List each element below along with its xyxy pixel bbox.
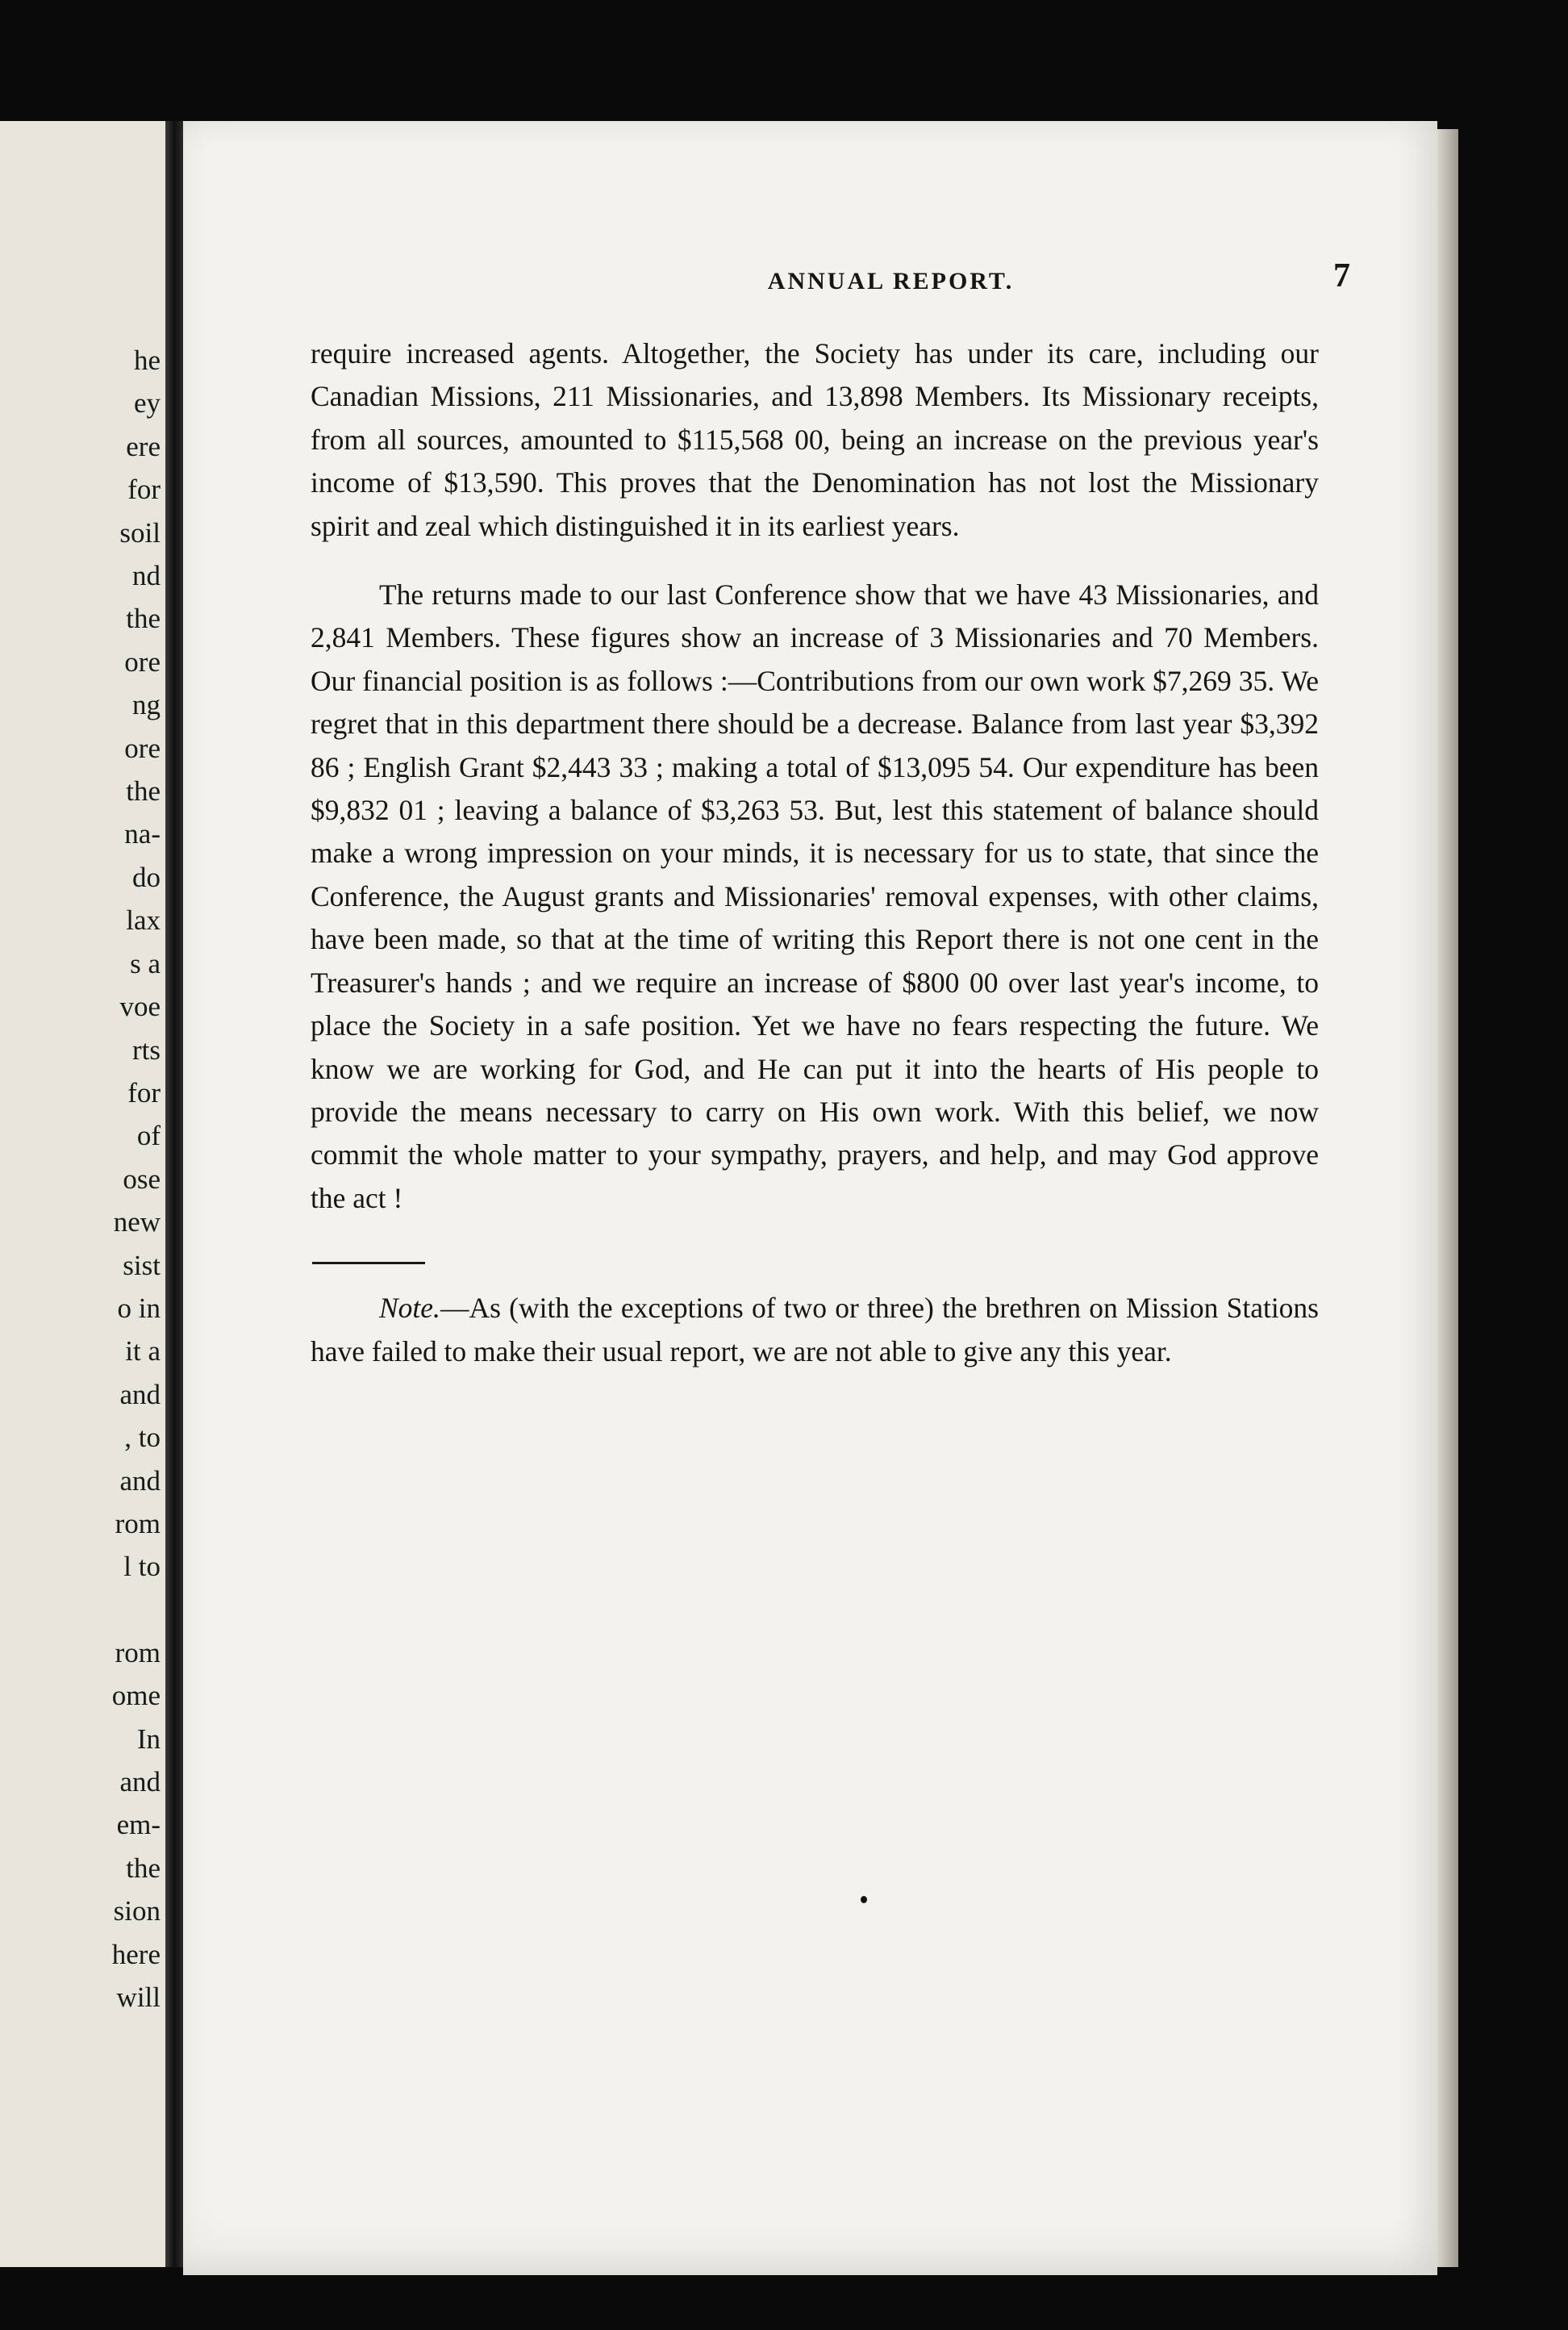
- facing-page-fragment: nd: [132, 560, 161, 592]
- facing-page-fragment: the: [126, 1852, 161, 1884]
- print-speck: [861, 1896, 867, 1903]
- body-text: [311, 332, 1319, 1373]
- facing-page-fragment: it a: [125, 1335, 161, 1368]
- facing-page-fragment: ng: [132, 689, 161, 721]
- facing-page-left: [0, 121, 165, 2267]
- facing-page-fragment: and: [119, 1464, 161, 1497]
- facing-page-fragment: l to: [123, 1551, 161, 1583]
- facing-page-fragment: and: [119, 1766, 161, 1798]
- section-rule: [312, 1262, 425, 1264]
- page-number: 7: [1333, 257, 1350, 294]
- facing-page-fragment: sion: [113, 1895, 161, 1927]
- paragraph-conference-returns: The returns made to our last Conference show that we have 43 Missionaries, and 2,841 Members. These figures show an increase of 3 Missionaries and 70 Members. Our financial position is as follows :—Contributions from our own work $7,269 35. We regret that in this department there should be a decrease. Balance from last year $3,392 86 ; English Grant $2,443 33 ; making a total of $13,095 54. Our expenditure has been $9,832 01 ; leaving a balance of $3,263 53. But, lest this statement of balance should make a wrong impression on your minds, it is necessary for us to state, that since the Conference, the August grants and Missionaries' removal expenses, with other claims, have been made, so that at the time of writing this Report there is not one cent in the Treasurer's hands ; and we require an increase of $800 00 over last year's income, to place the Society in a safe position. Yet we have no fears respecting the future. We know we are working for God, and He can put it into the hearts of His people to provide the means necessary to carry on His own work. With this belief, we now commit the whole matter to your sympathy, prayers, and help, and may God approve the act !: [311, 578, 1319, 1214]
- facing-page-fragment: soil: [119, 516, 161, 549]
- facing-page-fragment: he: [133, 344, 161, 376]
- facing-page-fragment: here: [111, 1938, 161, 1970]
- note-label: Note.: [379, 1292, 440, 1325]
- running-head: ANNUAL REPORT.: [767, 268, 1015, 294]
- facing-page-fragment: the: [126, 603, 161, 635]
- facing-page-fragment: will: [116, 1981, 161, 2014]
- facing-page-fragment: ore: [124, 732, 161, 764]
- facing-page-fragment: rom: [115, 1636, 161, 1668]
- facing-page-fragment: of: [136, 1120, 161, 1152]
- book-gutter: [165, 121, 183, 2267]
- facing-page-fragment: rom: [115, 1507, 161, 1539]
- facing-page-fragment: na-: [124, 818, 161, 850]
- facing-page-fragment: new: [113, 1206, 161, 1238]
- report-page: [183, 121, 1437, 2275]
- facing-page-fragment: do: [132, 861, 161, 893]
- facing-page-fragment: for: [127, 474, 161, 506]
- facing-page-fragment: lax: [126, 904, 161, 937]
- facing-page-fragment: ey: [133, 387, 161, 420]
- facing-page-fragment: for: [127, 1076, 161, 1109]
- facing-page-fragment: In: [136, 1722, 161, 1755]
- facing-page-fragment: ere: [126, 430, 161, 462]
- facing-page-fragment: o in: [117, 1292, 161, 1324]
- facing-page-fragment: ose: [123, 1163, 161, 1195]
- facing-page-fragment: sist: [123, 1249, 161, 1281]
- facing-page-fragment: ore: [124, 645, 161, 678]
- facing-page-fragment: the: [126, 775, 161, 808]
- facing-page-fragment: em-: [116, 1809, 161, 1841]
- note-text: —As (with the exceptions of two or three) the brethren on Mission Stations have failed to make their usual report, we are not able to give any this year.: [311, 1292, 1319, 1368]
- facing-page-fragment: ome: [111, 1680, 161, 1712]
- page-edge-shadow: [1437, 129, 1458, 2267]
- facing-page-fragment: , to: [124, 1422, 161, 1454]
- facing-page-fragment: rts: [132, 1033, 161, 1066]
- facing-page-fragment: s a: [130, 947, 161, 979]
- facing-page-fragment: [112, 1589, 161, 1631]
- facing-page-fragment: voe: [119, 991, 161, 1023]
- facing-page-fragment: and: [119, 1378, 161, 1410]
- facing-page-line-fragments: [112, 339, 161, 2019]
- paragraph-agents-summary: require increased agents. Altogether, the Society has under its care, including our Canadian Missions, 211 Missionaries, and 13,898 Members. Its Missionary receipts, from all sources, amounted to $115,568 00, being an increase on the previous year's income of $13,590. This proves that the Denomination has not lost the Missionary spirit and zeal which distinguished it in its earliest years.: [311, 337, 1319, 542]
- note-paragraph: [311, 1287, 1319, 1373]
